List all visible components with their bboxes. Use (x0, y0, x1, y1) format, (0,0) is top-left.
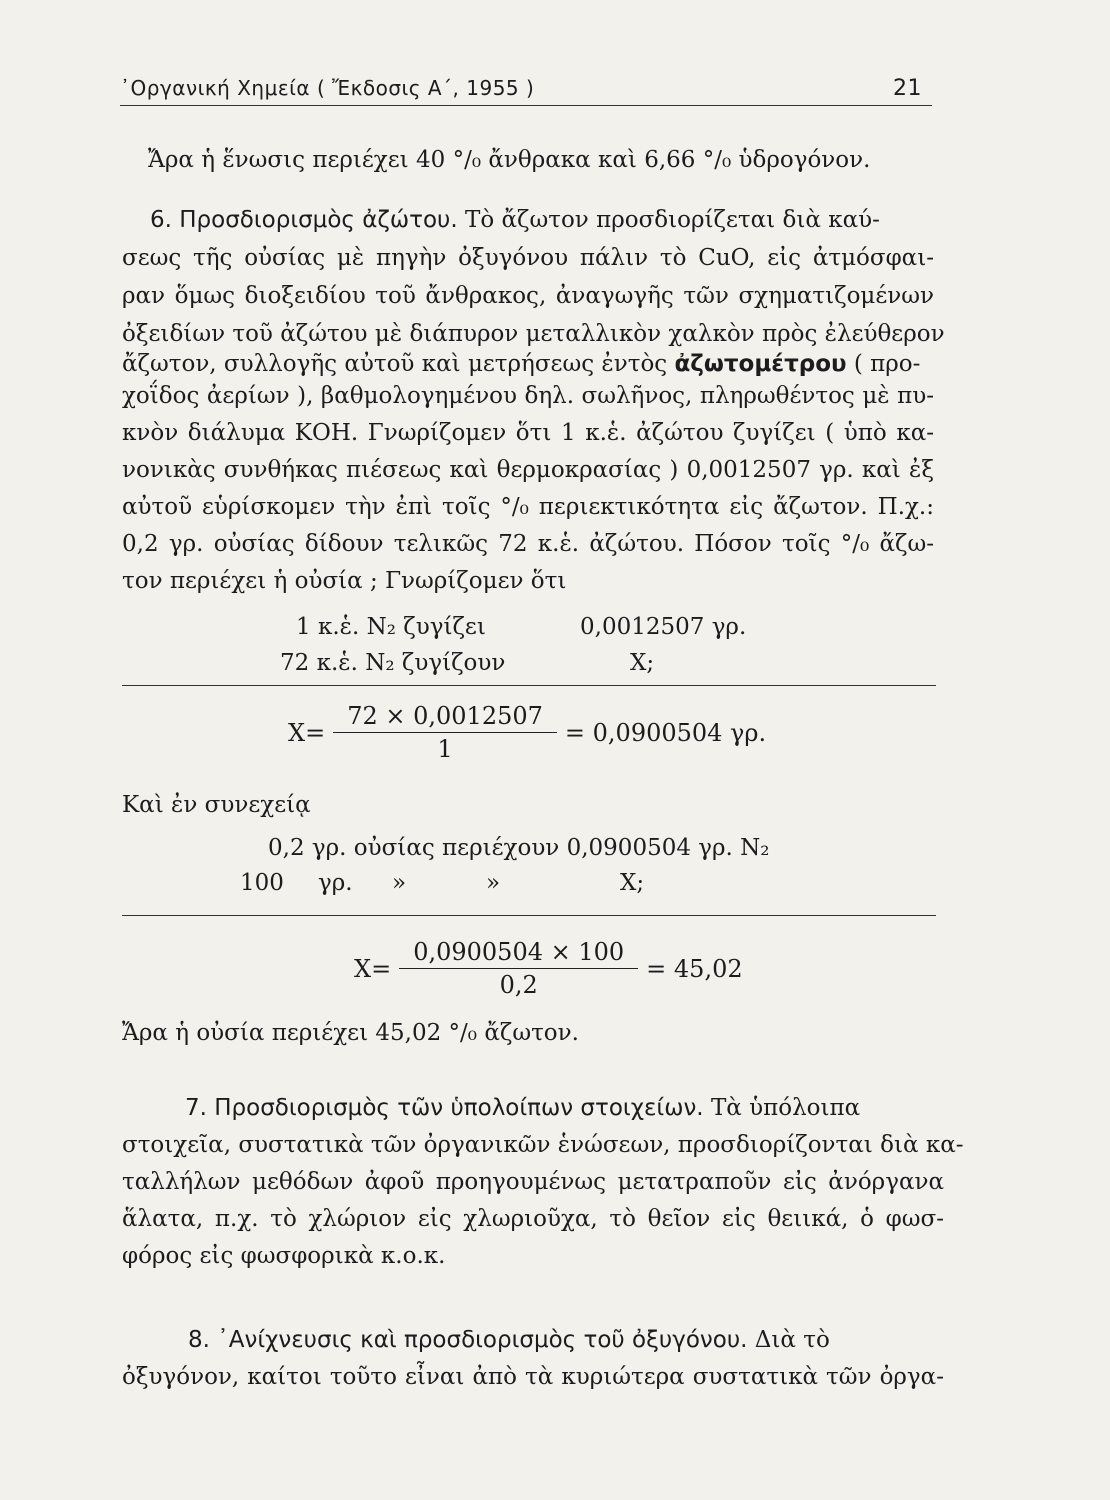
section6-line-10: τον περιέχει ἡ οὐσία ; Γνωρίζομεν ὅτι (122, 568, 567, 594)
running-title: ᾿Οργανική Χημεία ( Ἔκδοσις Α΄, 1955 ) (120, 76, 535, 100)
section7-line-2: ταλλήλων μεθόδων ἀφοῦ προηγουμένως μετατραποῦν εἰς ἀνόργανα (122, 1169, 944, 1195)
proportion1-row1-left: 1 κ.ἑ. N₂ ζυγίζει (296, 614, 486, 640)
section6-line-6: κνὸν διάλυμα ΚΟΗ. Γνωρίζομεν ὅτι 1 κ.ἑ. ἀζώτου ζυγίζει ( ὑπὸ κα- (122, 420, 934, 446)
section6-line-0: Τὸ ἄζωτον προσδιορίζεται διὰ καύ- (464, 207, 880, 233)
divider-1 (122, 685, 936, 686)
section6-line-1: σεως τῆς οὐσίας μὲ πηγὴν ὀξυγόνου πάλιν τὸ CuO, εἰς ἀτμόσφαι- (122, 245, 934, 271)
equation1-fraction (333, 702, 557, 763)
equation1-rhs: = 0,0900504 γρ. (564, 718, 767, 747)
section8-line-1: ὀξυγόνον, καίτοι τοῦτο εἶναι ἀπὸ τὰ κυριώτερα συστατικὰ τῶν ὀργα- (122, 1364, 944, 1390)
equation2-fraction (399, 938, 638, 999)
section7-line-3: ἅλατα, π.χ. τὸ χλώριον εἰς χλωριοῦχα, τὸ θεῖον εἰς θειικά, ὁ φωσ- (122, 1206, 944, 1232)
divider-2 (122, 915, 936, 916)
proportion2-row2-c: » (392, 870, 407, 896)
section8-heading: 8. ᾿Ανίχνευσις καὶ προσδιορισμὸς τοῦ ὀξυγόνου. (188, 1327, 748, 1353)
proportion1-row1-right: 0,0012507 γρ. (580, 614, 747, 640)
section6-first-line (150, 205, 934, 235)
section6-heading: 6. Προσδιορισμὸς ἀζώτου. (150, 207, 458, 233)
section6-line-8: αὐτοῦ εὑρίσκομεν τὴν ἐπὶ τοῖς °/₀ περιεκτικότητα εἰς ἄζωτον. Π.χ.: (122, 494, 934, 520)
equation1-denominator: 1 (437, 735, 453, 763)
page-number: 21 (893, 76, 922, 101)
equation1-lhs: Χ= (288, 718, 326, 747)
proportion2-row2-b: γρ. (318, 870, 353, 896)
equation2-lhs: Χ= (354, 954, 392, 983)
proportion1-row2-left: 72 κ.ἑ. N₂ ζυγίζουν (280, 650, 506, 676)
running-header (120, 76, 932, 106)
proportion2-row2-a: 100 (240, 870, 284, 896)
proportion2-row2-e: Χ; (620, 870, 645, 896)
bold-term-azotometer: ἀζωτομέτρου (674, 351, 847, 377)
bold-suffix: ( προ- (846, 351, 921, 377)
equation-2 (354, 938, 743, 999)
proportion2-row2-d: » (486, 870, 501, 896)
section6-line-5: χοΐδος ἀερίων ), βαθμολογημένου δηλ. σωλῆνος, πληρωθέντος μὲ πυ- (122, 383, 934, 409)
equation2-denominator: 0,2 (499, 971, 538, 999)
section6-line-4-wrap (122, 349, 934, 379)
section7-line-4: φόρος εἰς φωσφορικὰ κ.ο.κ. (122, 1243, 446, 1269)
section8-line-0: Διὰ τὸ (754, 1327, 830, 1353)
proportion1-row2-right: Χ; (630, 650, 655, 676)
section8-first-line (188, 1325, 944, 1355)
section6-line-4: ἄζωτον, συλλογῆς αὐτοῦ καὶ μετρήσεως ἐντὸς (122, 351, 668, 377)
section7-line-1: στοιχεῖα, συστατικὰ τῶν ὀργανικῶν ἑνώσεων, προσδιορίζονται διὰ κα- (122, 1132, 964, 1158)
equation1-numerator: 72 × 0,0012507 (333, 702, 557, 733)
continuation-text: Καὶ ἐν συνεχείᾳ (122, 792, 311, 818)
section6-line-2: ραν ὅμως διοξειδίου τοῦ ἄνθρακος, ἀναγωγῆς τῶν σχηματιζομένων (122, 283, 934, 309)
proportion2-row1: 0,2 γρ. οὐσίας περιέχουν 0,0900504 γρ. N₂ (268, 835, 770, 861)
section7-heading: 7. Προσδιορισμὸς τῶν ὑπολοίπων στοιχείων. (185, 1095, 704, 1121)
section6-line-3: ὀξειδίων τοῦ ἀζώτου μὲ διάπυρον μεταλλικὸν χαλκὸν πρὸς ἐλεύθερον (122, 321, 945, 347)
equation2-numerator: 0,0900504 × 100 (399, 938, 638, 969)
conclusion-line: Ἄρα ἡ οὐσία περιέχει 45,02 °/₀ ἄζωτον. (122, 1020, 579, 1046)
equation2-rhs: = 45,02 (646, 954, 743, 983)
section7-first-line (185, 1093, 945, 1123)
intro-line: Ἄρα ἡ ἕνωσις περιέχει 40 °/₀ ἄνθρακα καὶ 6,66 °/₀ ὑδρογόνον. (148, 147, 871, 173)
section6-line-9: 0,2 γρ. οὐσίας δίδουν τελικῶς 72 κ.ἑ. ἀζώτου. Πόσον τοῖς °/₀ ἄζω- (122, 531, 934, 557)
equation-1 (288, 702, 766, 763)
section7-line-0: Τὰ ὑπόλοιπα (710, 1095, 861, 1121)
section6-line-7: νονικὰς συνθήκας πιέσεως καὶ θερμοκρασίας ) 0,0012507 γρ. καὶ ἐξ (122, 457, 934, 483)
